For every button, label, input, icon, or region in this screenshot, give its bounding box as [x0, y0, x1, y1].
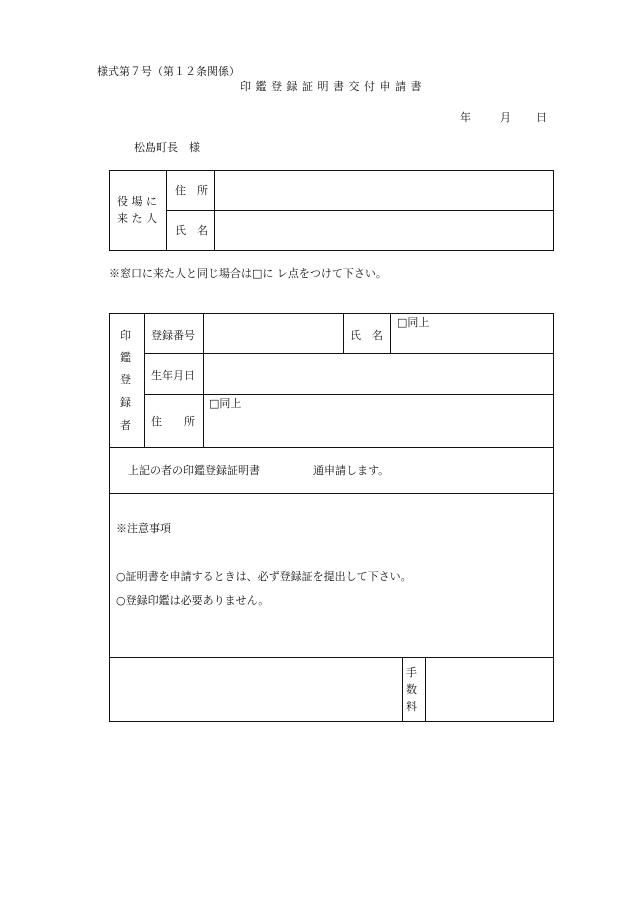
- form-number: 様式第７号（第１２条関係）: [97, 65, 240, 78]
- birthdate-label: 生年月日: [151, 369, 195, 382]
- request-text-b: 通申請します。: [313, 464, 390, 477]
- fee-label-1: 手: [406, 666, 417, 679]
- fee-label-2: 数: [406, 683, 417, 696]
- visitor-address-label: 住 所: [175, 184, 208, 197]
- visitor-header-line2: 来 た 人: [117, 212, 157, 225]
- note-item-2: ○登録印鑑は必要ありません。: [116, 594, 270, 607]
- registrant-side-2: 鑑: [120, 351, 131, 364]
- registrant-name-label: 氏 名: [350, 329, 383, 342]
- name-same-checkbox[interactable]: □同上: [397, 316, 430, 329]
- note-item-1: ○証明書を申請するときは、必ず登録証を提出して下さい。: [116, 570, 412, 583]
- registrant-side-1: 印: [120, 329, 131, 342]
- day-label: 日: [536, 111, 547, 124]
- reg-number-label: 登録番号: [151, 329, 195, 342]
- same-as-note: ※窓口に来た人と同じ場合は□に レ点をつけて下さい。: [109, 267, 387, 280]
- registrant-side-4: 録: [120, 396, 131, 409]
- visitor-name-label: 氏 名: [175, 224, 208, 237]
- month-label: 月: [500, 111, 511, 124]
- fee-label-3: 料: [406, 700, 417, 713]
- document-title: 印鑑登録証明書交付申請書: [240, 80, 426, 93]
- visitor-header-line1: 役 場 に: [117, 195, 157, 208]
- registrant-side-5: 者: [120, 419, 131, 432]
- notes-title: ※注意事項: [116, 522, 171, 535]
- registrant-side-3: 登: [120, 373, 131, 386]
- registrant-address-label: 住 所: [151, 415, 195, 428]
- addressee: 松島町長 様: [134, 141, 200, 154]
- request-text-a: 上記の者の印鑑登録証明書: [128, 464, 260, 477]
- year-label: 年: [460, 111, 471, 124]
- address-same-checkbox[interactable]: □同上: [209, 397, 242, 410]
